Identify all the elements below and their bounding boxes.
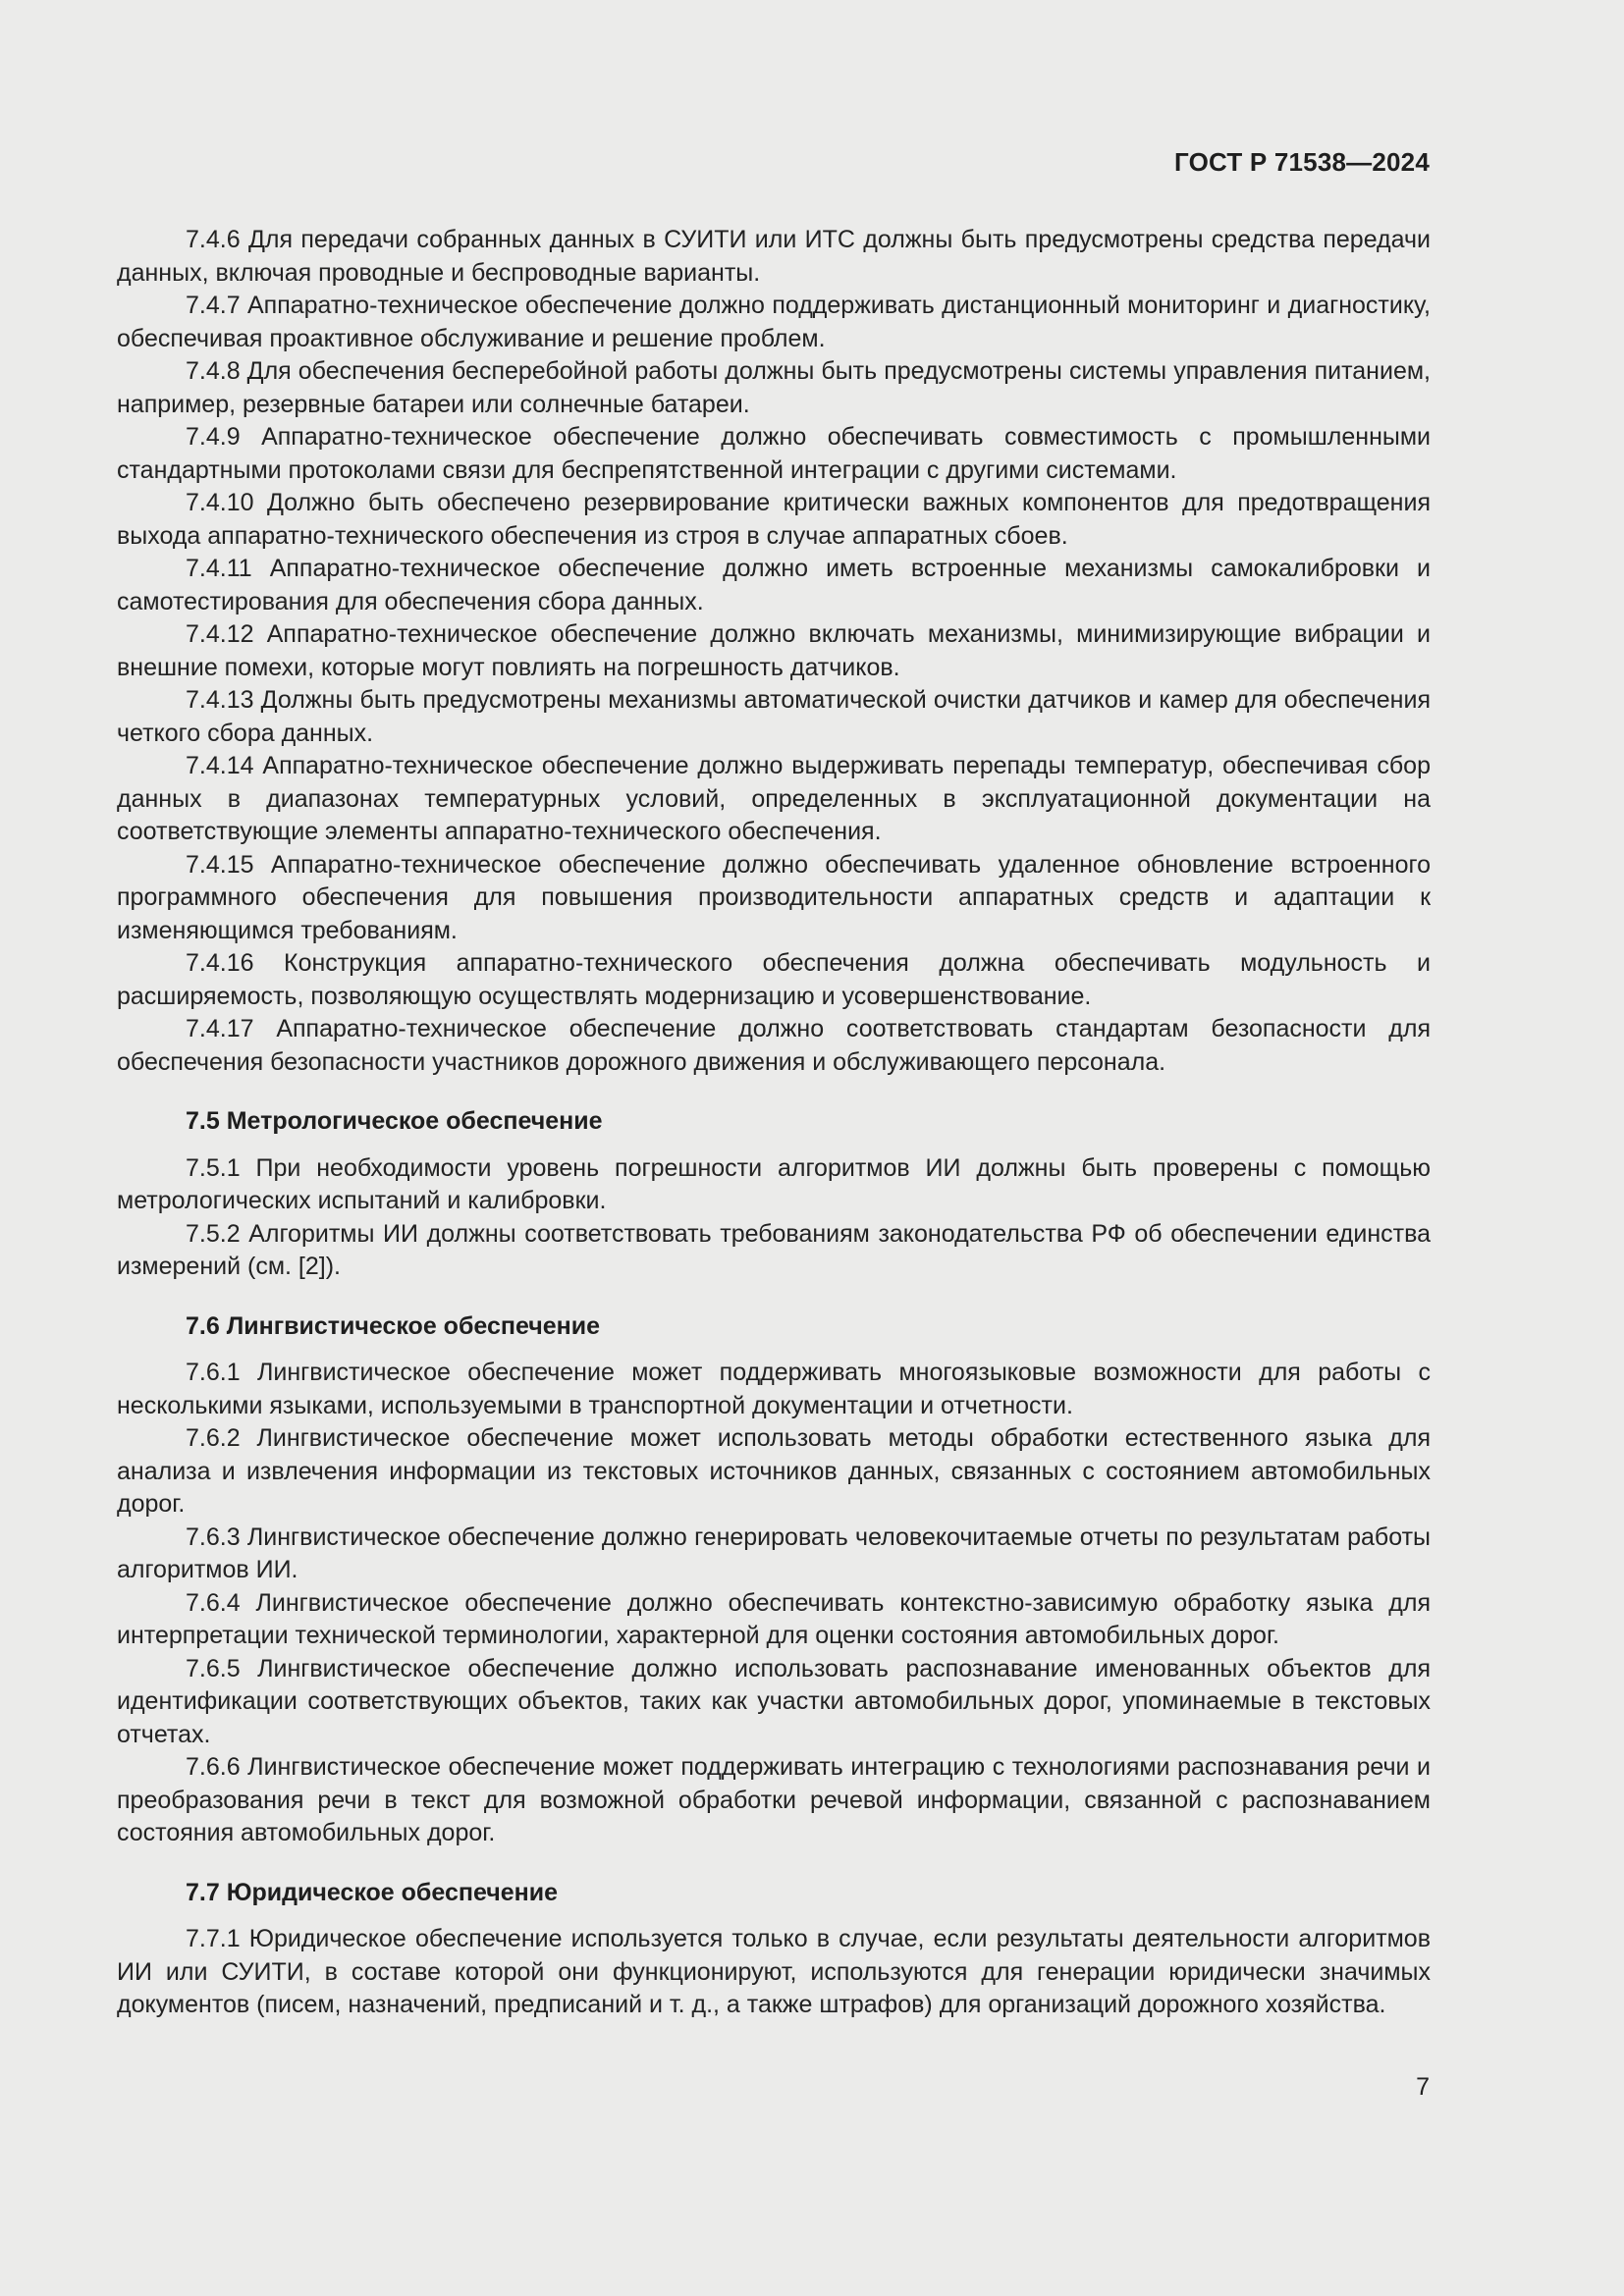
- clause-7-4-9: 7.4.9 Аппаратно-техническое обеспечение должно обеспечивать совместимость с промышленными стандартными протоколами связи для беспрепятственной интеграции с другими системами.: [117, 423, 1431, 484]
- document-code-header: ГОСТ Р 71538—2024: [1174, 147, 1430, 177]
- clause-7-6-4: 7.6.4 Лингвистическое обеспечение должно обеспечивать контекстно-зависимую обработку языка для интерпретации технической терминологии, характерной для оценки состояния автомобильных дорог.: [117, 1588, 1431, 1649]
- clause-7-4-15: 7.4.15 Аппаратно-техническое обеспечение должно обеспечивать удаленное обновление встроенного программного обеспечения для повышения производительности аппаратных средств и адаптации к изменяющимся требованиям.: [117, 850, 1431, 944]
- clause-7-4-17: 7.4.17 Аппаратно-техническое обеспечение должно соответствовать стандартам безопасности для обеспечения безопасности участников дорожного движения и обслуживающего персонала.: [117, 1015, 1431, 1076]
- page-number: 7: [1416, 2073, 1430, 2101]
- section-heading-7-5: 7.5 Метрологическое обеспечение: [186, 1107, 603, 1135]
- clause-7-4-8: 7.4.8 Для обеспечения бесперебойной работы должны быть предусмотрены системы управления питанием, например, резервные батареи или солнечные батареи.: [117, 357, 1431, 418]
- section-heading-7-7: 7.7 Юридическое обеспечение: [186, 1878, 559, 1906]
- clause-7-4-13: 7.4.13 Должны быть предусмотрены механизмы автоматической очистки датчиков и камер для обеспечения четкого сбора данных.: [117, 686, 1431, 747]
- clause-7-4-11: 7.4.11 Аппаратно-техническое обеспечение должно иметь встроенные механизмы самокалибровки и самотестирования для обеспечения сбора данных.: [117, 555, 1431, 615]
- clause-7-4-6: 7.4.6 Для передачи собранных данных в СУИТИ или ИТС должны быть предусмотрены средства передачи данных, включая проводные и беспроводные варианты.: [117, 226, 1431, 287]
- clause-7-4-14: 7.4.14 Аппаратно-техническое обеспечение должно выдерживать перепады температур, обеспечивая сбор данных в диапазонах температурных условий, определенных в эксплуатационной документации на соответствующие элементы аппаратно-технического обеспечения.: [117, 752, 1431, 845]
- clause-7-6-6: 7.6.6 Лингвистическое обеспечение может поддерживать интеграцию с технологиями распознавания речи и преобразования речи в текст для возможной обработки речевой информации, связанной с распознаванием состояния автомобильных дорог.: [117, 1753, 1431, 1846]
- clause-7-6-1: 7.6.1 Лингвистическое обеспечение может поддерживать многоязыковые возможности для работы с несколькими языками, используемыми в транспортной документации и отчетности.: [117, 1359, 1431, 1419]
- document-body: [117, 224, 1431, 2022]
- clause-7-7-1: 7.7.1 Юридическое обеспечение используется только в случае, если результаты деятельности алгоритмов ИИ или СУИТИ, в составе которой они функционируют, используются для генерации юридически значимых документов (писем, назначений, предписаний и т. д., а также штрафов) для организаций дорожного хозяйства.: [117, 1925, 1431, 2018]
- section-heading-7-6: 7.6 Лингвистическое обеспечение: [186, 1311, 601, 1340]
- clause-7-6-5: 7.6.5 Лингвистическое обеспечение должно использовать распознавание именованных объектов для идентификации соответствующих объектов, таких как участки автомобильных дорог, упоминаемые в текстовых отчетах.: [117, 1654, 1431, 1748]
- clause-7-4-16: 7.4.16 Конструкция аппаратно-технического обеспечения должна обеспечивать модульность и расширяемость, позволяющую осуществлять модернизацию и усовершенствование.: [117, 949, 1431, 1010]
- clause-7-6-3: 7.6.3 Лингвистическое обеспечение должно генерировать человекочитаемые отчеты по результатам работы алгоритмов ИИ.: [117, 1522, 1431, 1583]
- clause-7-4-7: 7.4.7 Аппаратно-техническое обеспечение должно поддерживать дистанционный мониторинг и диагностику, обеспечивая проактивное обслуживание и решение проблем.: [117, 292, 1431, 352]
- clause-7-4-12: 7.4.12 Аппаратно-техническое обеспечение должно включать механизмы, минимизирующие вибрации и внешние помехи, которые могут повлиять на погрешность датчиков.: [117, 620, 1431, 681]
- clause-7-4-10: 7.4.10 Должно быть обеспечено резервирование критически важных компонентов для предотвращения выхода аппаратно-технического обеспечения из строя в случае аппаратных сбоев.: [117, 489, 1431, 550]
- clause-7-6-2: 7.6.2 Лингвистическое обеспечение может использовать методы обработки естественного языка для анализа и извлечения информации из текстовых источников данных, связанных с состоянием автомобильных дорог.: [117, 1424, 1431, 1518]
- clause-7-5-2: 7.5.2 Алгоритмы ИИ должны соответствовать требованиям законодательства РФ об обеспечении единства измерений (см. [2]).: [117, 1219, 1431, 1280]
- clause-7-5-1: 7.5.1 При необходимости уровень погрешности алгоритмов ИИ должны быть проверены с помощью метрологических испытаний и калибровки.: [117, 1153, 1431, 1214]
